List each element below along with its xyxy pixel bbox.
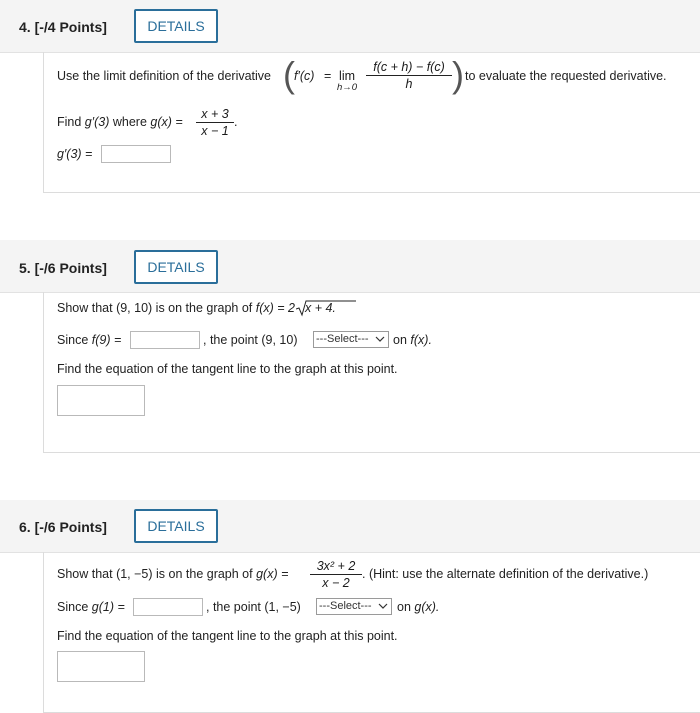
chevron-down-icon bbox=[378, 601, 388, 611]
q5-tangent-input[interactable] bbox=[57, 385, 145, 416]
q6-on-text: on g(x). bbox=[397, 600, 440, 614]
q6-g-den: x − 2 bbox=[322, 576, 350, 590]
q4-intro-pre: Use the limit definition of the derivative bbox=[57, 69, 271, 83]
q4-equals: = bbox=[324, 69, 332, 83]
q5-header bbox=[0, 240, 700, 293]
q6-show-text: Show that (1, −5) is on the graph of g(x) = bbox=[57, 567, 289, 581]
q6-g1-input[interactable] bbox=[133, 598, 203, 616]
q4-find-text: Find g′(3) where g(x) = bbox=[57, 115, 183, 129]
q6-tangent-input[interactable] bbox=[57, 651, 145, 682]
q4-left-paren: ( bbox=[283, 54, 295, 95]
q4-header bbox=[0, 0, 700, 53]
q6-since-pre: Since g(1) = bbox=[57, 600, 125, 614]
q6-g-fraction bbox=[310, 559, 362, 590]
q5-tangent-text: Find the equation of the tangent line to the graph at this point. bbox=[57, 362, 398, 376]
q4-right-paren: ) bbox=[452, 54, 464, 95]
q4-frac-den: h bbox=[405, 77, 413, 91]
q6-select-dropdown[interactable]: ---Select--- bbox=[316, 598, 392, 615]
q5-since-pre: Since f(9) = bbox=[57, 333, 122, 347]
chevron-down-icon bbox=[375, 334, 385, 344]
q4-lim: lim h→0 bbox=[337, 69, 358, 93]
q6-title: 6. [-/6 Points] bbox=[19, 519, 107, 535]
q4-g-period: . bbox=[234, 115, 238, 129]
q5-f9-input[interactable] bbox=[130, 331, 200, 349]
q4-details-button[interactable]: DETAILS bbox=[134, 9, 218, 43]
q5-select-dropdown[interactable]: ---Select--- bbox=[313, 331, 389, 348]
q6-header bbox=[0, 500, 700, 553]
q5-since-post: , the point (9, 10) bbox=[203, 333, 298, 347]
q4-title: 4. [-/4 Points] bbox=[19, 19, 107, 35]
q5-title: 5. [-/6 Points] bbox=[19, 260, 107, 276]
q4-limit-fraction bbox=[366, 60, 452, 91]
q4-answer-label: g′(3) = bbox=[57, 147, 93, 161]
q6-since-post: , the point (1, −5) bbox=[206, 600, 301, 614]
q4-answer-input[interactable] bbox=[101, 145, 171, 163]
q5-radical: x + 4. bbox=[296, 301, 336, 315]
q4-lim-sub: h→0 bbox=[337, 82, 358, 93]
q4-g-num: x + 3 bbox=[196, 107, 234, 123]
q6-g-num: 3x² + 2 bbox=[310, 559, 362, 575]
q5-on-text: on f(x). bbox=[393, 333, 432, 347]
q4-g-den: x − 1 bbox=[201, 124, 229, 138]
q4-fprime-c: f′(c) bbox=[294, 69, 315, 83]
q4-frac-num: f(c + h) − f(c) bbox=[366, 60, 452, 76]
q5-show-text: Show that (9, 10) is on the graph of f(x) = 2 x + 4. bbox=[57, 301, 336, 315]
q6-tangent-text: Find the equation of the tangent line to the graph at this point. bbox=[57, 629, 398, 643]
q4-intro-post: to evaluate the requested derivative. bbox=[465, 69, 667, 83]
q5-details-button[interactable]: DETAILS bbox=[134, 250, 218, 284]
q6-details-button[interactable]: DETAILS bbox=[134, 509, 218, 543]
q4-g-fraction bbox=[196, 107, 234, 138]
q6-hint: . (Hint: use the alternate definition of the derivative.) bbox=[362, 567, 649, 581]
